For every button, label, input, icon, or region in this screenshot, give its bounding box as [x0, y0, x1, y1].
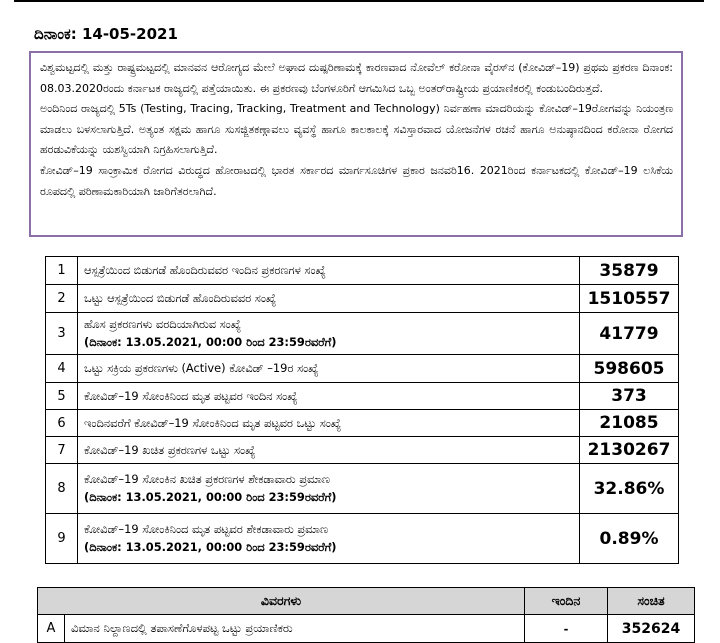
stat-label: ಹೊಸ ಪ್ರಕರಣಗಳು ವರದಿಯಾಗಿರುವ ಸಂಖ್ಯೆ: [84, 317, 242, 331]
stat-label: ಒಟ್ಟು ಆಸ್ಪತ್ರೆಯಿಂದ ಬಿಡುಗಡೆ ಹೊಂದಿರುವವರ ಸಂಖ್ಯೆ: [78, 285, 580, 313]
stat-value: 373: [580, 383, 679, 410]
intro-paragraph: ವಿಶ್ವಮಟ್ಟದಲ್ಲಿ ಮತ್ತು ರಾಷ್ಟ್ರಮಟ್ಟದಲ್ಲಿ ಮಾನವನ ಆರೋಗ್ಯದ ಮೇಲೆ ಅಘಾದ ದುಷ್ಪರಿಣಾಮಕ್ಕೆ ಕಾರಣವಾದ ನೋವೆಲ್ ಕರೋನಾ ವೈರಸ್‌ನ (ಕೋವಿಡ್–19) ಪ್ರಥಮ ಪ್ರಕರಣ ದಿನಾಂಕ: 08.03.2020ರಂದು ಕರ್ನಾಟಕ ರಾಜ್ಯದಲ್ಲಿ ಪತ್ತೆಯಾಯಿತು. ಈ ಪ್ರಕರಣವು ಬೆಂಗಳೂರಿಗೆ ಆಗಮಿಸಿದ ಒಬ್ಬ ಅಂತರ್‌ರಾಷ್ಟ್ರೀಯ ಪ್ರಯಾಣಿಕರಲ್ಲಿ ಕಂಡುಬಂದಿರುತ್ತದೆ.: [40, 61, 673, 95]
stat-value: 41779: [580, 313, 679, 355]
row-number: 1: [46, 257, 78, 285]
stat-value: 1510557: [580, 285, 679, 313]
today-header: ಇಂದಿನ: [525, 588, 608, 615]
stats-row: [46, 437, 679, 464]
row-number: 8: [46, 464, 78, 514]
stat-label-cell: [78, 464, 580, 514]
cumulative-value: 352624: [608, 615, 695, 643]
stat-value: 35879: [580, 257, 679, 285]
row-number: 9: [46, 514, 78, 564]
intro-paragraph: ಕೋವಿಡ್–19 ಸಾಂಕ್ರಾಮಿಕ ರೋಗದ ವಿರುದ್ಧದ ಹೋರಾಟದಲ್ಲಿ ಭಾರತ ಸರ್ಕಾರದ ಮಾರ್ಗಸೂಚಿಗಳ ಪ್ರಕಾರ ಜನವರಿ16. 2021ರಿಂದ ಕರ್ನಾಟಕದಲ್ಲಿ ಕೋವಿಡ್–19 ಲಸಿಕೆಯ ರೂಪದಲ್ಲಿ ಪರಿಣಾಮಕಾರಿಯಾಗಿ ಜಾರಿಗೆತರಲಾಗಿದೆ.: [40, 163, 673, 198]
stat-label: ಆಸ್ಪತ್ರೆಯಿಂದ ಬಿಡುಗಡೆ ಹೊಂದಿರುವವರ ಇಂದಿನ ಪ್ರಕರಣಗಳ ಸಂಖ್ಯೆ: [78, 257, 580, 285]
stats-table: [45, 256, 679, 564]
stat-label: ಕೋವಿಡ್–19 ಸೋಂಕಿನಿಂದ ಮೃತ ಪಟ್ಟವರ ಇಂದಿನ ಸಂಖ್ಯೆ: [78, 383, 580, 410]
row-letter: A: [38, 615, 65, 643]
cumulative-header: ಸಂಚಿತ: [608, 588, 695, 615]
stat-value: 0.89%: [580, 514, 679, 564]
row-number: 3: [46, 313, 78, 355]
stat-label: ಕೋವಿಡ್–19 ಸೋಂಕಿನ ಖಚಿತ ಪ್ರಕರಣಗಳ ಶೇಕಡಾವಾರು ಪ್ರಮಾಣ: [84, 472, 330, 486]
stats-row: [46, 355, 679, 383]
stat-label-cell: [78, 313, 580, 355]
intro-paragraph: ಅಂದಿನಿಂದ ರಾಜ್ಯದಲ್ಲಿ 5Ts (Testing, Tracing, Tracking, Treatment and Technology) ನಿರ್ವಹಣಾ ಮಾದರಿಯನ್ನು ಕೋವಿಡ್–19ರೋಗವನ್ನು ನಿಯಂತ್ರಣ ಮಾಡಲು ಬಳಸಲಾಗುತ್ತಿದೆ. ಅತ್ಯಂತ ಸಕ್ಷಮ ಹಾಗೂ ಸುಸಜ್ಜಿತಕಣ್ಗಾವಲು ವ್ಯವಸ್ಥೆ ಹಾಗೂ ಕಾಲಕಾಲಕ್ಕೆ ಸವಿಸ್ತಾರವಾದ ಯೋಜನೆಗಳ ರಚನೆ ಹಾಗೂ ಅನುಷ್ಠಾನದಿಂದ ಕರೋನಾ ರೋಗದ ಹರಡುವಿಕೆಯನ್ನು ಯಶಸ್ವಿಯಾಗಿ ನಿಗ್ರಹಿಸಲಾಗುತ್ತಿದೆ.: [40, 102, 673, 157]
details-header-row: [38, 588, 695, 615]
stats-row: [46, 285, 679, 313]
stat-label-cell: [78, 514, 580, 564]
stats-row: [46, 464, 679, 514]
stats-row: [46, 383, 679, 410]
intro-box: [29, 51, 683, 237]
stats-row: [46, 257, 679, 285]
stats-row: [46, 410, 679, 437]
stat-value: 598605: [580, 355, 679, 383]
row-number: 5: [46, 383, 78, 410]
row-number: 2: [46, 285, 78, 313]
stat-label: ಇಂದಿನವರೆಗೆ ಕೋವಿಡ್–19 ಸೋಂಕಿನಿಂದ ಮೃತ ಪಟ್ಟವರ ಒಟ್ಟು ಸಂಖ್ಯೆ: [78, 410, 580, 437]
stat-label: ಕೋವಿಡ್–19 ಖಚಿತ ಪ್ರಕರಣಗಳ ಒಟ್ಟು ಸಂಖ್ಯೆ: [78, 437, 580, 464]
top-rule: [14, 0, 704, 9]
stats-row: [46, 313, 679, 355]
stat-value: 2130267: [580, 437, 679, 464]
stat-value: 21085: [580, 410, 679, 437]
stat-sublabel: (ದಿನಾಂಕ: 13.05.2021, 00:00 ರಿಂದ 23:59ರವರೆಗೆ): [84, 490, 337, 504]
stats-row: [46, 514, 679, 564]
row-number: 7: [46, 437, 78, 464]
stat-label: ಒಟ್ಟು ಸಕ್ರಿಯ ಪ್ರಕರಣಗಳು (Active) ಕೋವಿಡ್ –19ರ ಸಂಖ್ಯೆ: [78, 355, 580, 383]
details-table: [37, 587, 695, 643]
stat-sublabel: (ದಿನಾಂಕ: 13.05.2021, 00:00 ರಿಂದ 23:59ರವರೆಗೆ): [84, 540, 337, 554]
details-label: ವಿಮಾನ ನಿಲ್ದಾಣದಲ್ಲಿ ತಪಾಸಣೆಗೊಳಪಟ್ಟ ಒಟ್ಟು ಪ್ರಯಾಣಿಕರು: [65, 615, 525, 643]
row-number: 6: [46, 410, 78, 437]
stat-sublabel: (ದಿನಾಂಕ: 13.05.2021, 00:00 ರಿಂದ 23:59ರವರೆಗೆ): [84, 335, 337, 349]
report-date: ದಿನಾಂಕ: 14-05-2021: [34, 25, 178, 43]
today-value: -: [525, 615, 608, 643]
stat-value: 32.86%: [580, 464, 679, 514]
details-row: [38, 615, 695, 643]
details-header: ವಿವರಗಳು: [38, 588, 525, 615]
stat-label: ಕೋವಿಡ್–19 ಸೋಂಕಿನಿಂದ ಮೃತ ಪಟ್ಟವರ ಶೇಕಡಾವಾರು ಪ್ರಮಾಣ: [84, 522, 329, 536]
row-number: 4: [46, 355, 78, 383]
